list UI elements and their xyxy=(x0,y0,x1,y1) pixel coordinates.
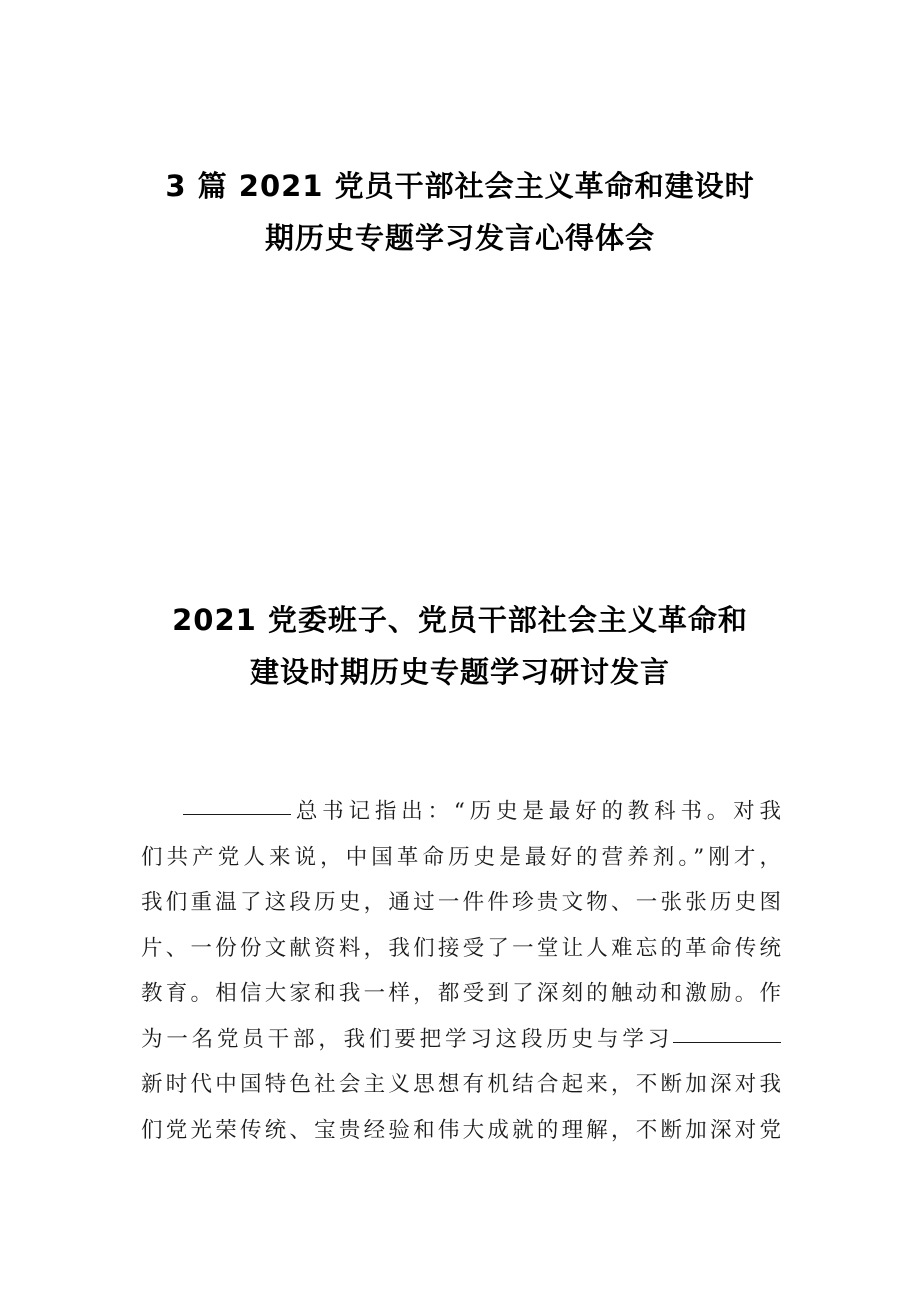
fill-in-blank xyxy=(673,1020,781,1043)
body-line-6 xyxy=(141,1017,781,1063)
document-title-line-2: 期历史专题学习发言心得体会 xyxy=(264,221,655,255)
section-title xyxy=(100,594,820,698)
body-line-4: 片、一份份文献资料，我们接受了一堂让人难忘的革命传统 xyxy=(141,935,781,961)
body-line-2: 们共产党人来说，中国革命历史是最好的营养剂。”刚才， xyxy=(141,844,781,870)
section-title-line-2: 建设时期历史专题学习研讨发言 xyxy=(249,655,670,689)
document-title-line-1: 3 篇 2021 党员干部社会主义革命和建设时 xyxy=(165,169,755,203)
body-line-8: 们党光荣传统、宝贵经验和伟大成就的理解，不断加深对党 xyxy=(141,1117,781,1143)
body-line-5: 教育。相信大家和我一样，都受到了深刻的触动和激励。作 xyxy=(141,981,781,1006)
section-title-line-1: 2021 党委班子、党员干部社会主义革命和 xyxy=(172,603,748,637)
body-line-6-text: 为一名党员干部，我们要把学习这段历史与学习 xyxy=(141,1026,673,1052)
fill-in-blank xyxy=(183,792,291,815)
document-title xyxy=(100,160,820,264)
body-paragraph xyxy=(141,789,781,1153)
body-line-7: 新时代中国特色社会主义思想有机结合起来，不断加深对我 xyxy=(141,1072,781,1097)
body-line-1 xyxy=(141,789,781,835)
body-line-3: 我们重温了这段历史，通过一件件珍贵文物、一张张历史图 xyxy=(141,890,781,915)
body-line-1-text: 总书记指出：“历史是最好的教科书。对我 xyxy=(291,799,781,824)
